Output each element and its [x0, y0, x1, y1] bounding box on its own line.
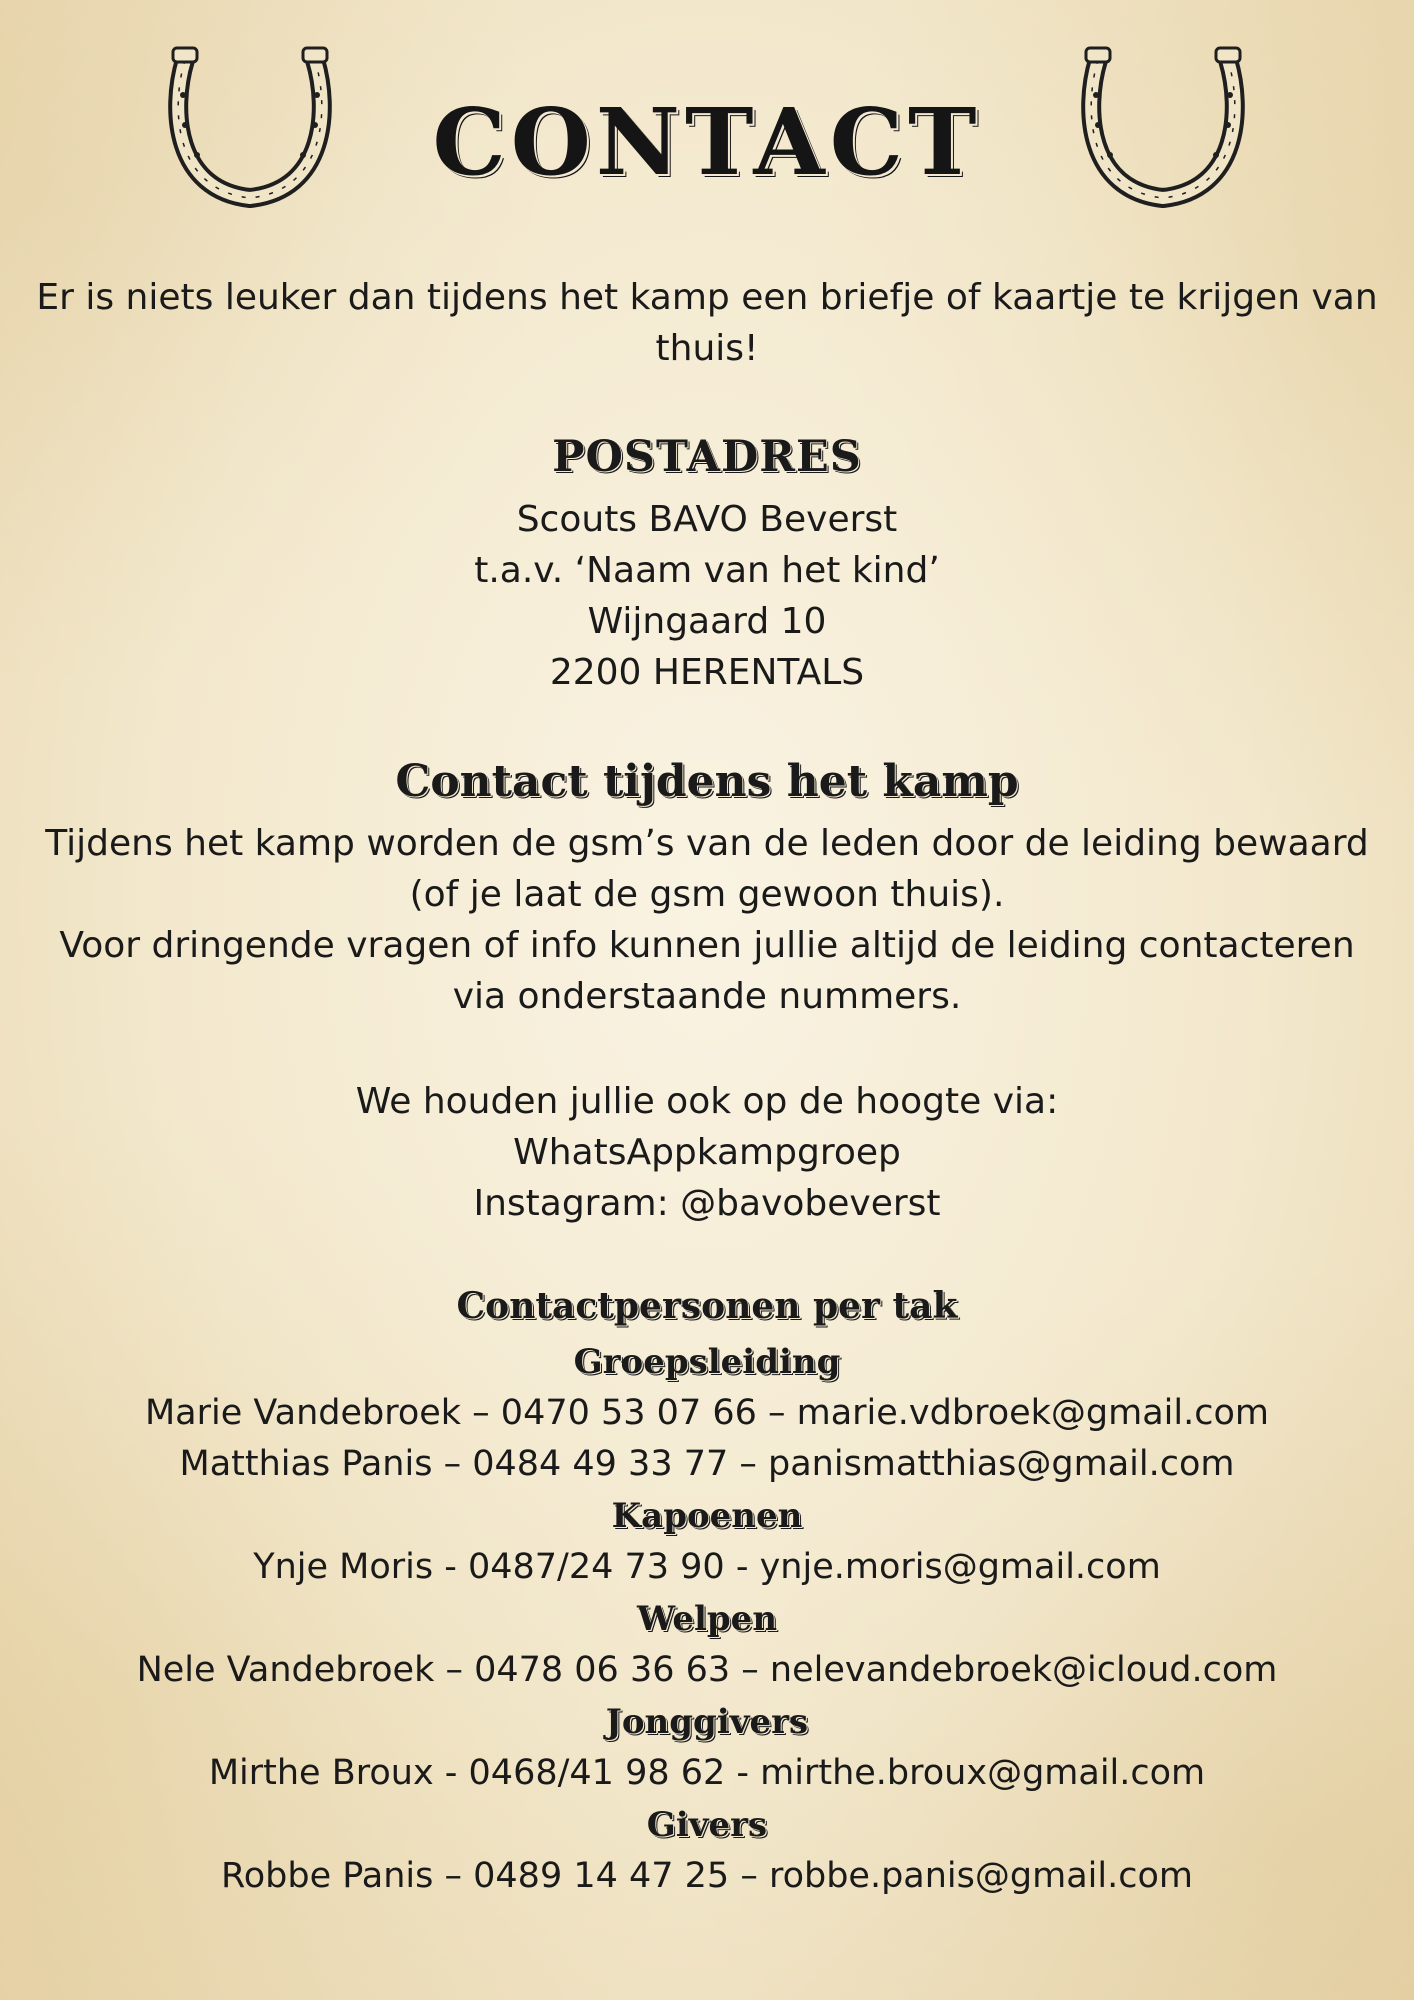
follow-info	[0, 1076, 1414, 1229]
address-line: Scouts BAVO Beverst	[516, 499, 898, 540]
group-name-givers: Givers	[646, 1805, 768, 1845]
whatsapp-group: WhatsAppkampgroep	[513, 1132, 901, 1173]
follow-line: We houden jullie ook op de hoogte via:	[355, 1081, 1059, 1122]
address-line: Wijngaard 10	[587, 601, 827, 642]
postadres-heading: POSTADRES	[552, 432, 862, 482]
group-name-jonggivers: Jonggivers	[605, 1702, 809, 1742]
group-name-welpen: Welpen	[636, 1599, 778, 1639]
camp-contact-line: Voor dringende vragen of info kunnen jullie altijd de leiding contacteren	[59, 925, 1355, 966]
contact-row: Matthias Panis – 0484 49 33 77 – panismatthias@gmail.com	[179, 1444, 1235, 1484]
contacts-list	[0, 1336, 1414, 1902]
intro-text	[0, 272, 1414, 374]
contact-row: Nele Vandebroek – 0478 06 36 63 – nelevandebroek@icloud.com	[136, 1650, 1278, 1690]
intro-line: thuis!	[655, 328, 759, 369]
intro-line: Er is niets leuker dan tijdens het kamp een briefje of kaartje te krijgen van	[36, 277, 1378, 318]
camp-contact-line: Tijdens het kamp worden de gsm’s van de leden door de leiding bewaard	[45, 823, 1369, 864]
group-name-groepsleiding: Groepsleiding	[573, 1342, 841, 1382]
camp-contact-heading: Contact tijdens het kamp	[395, 756, 1019, 807]
page-title: CONTACT	[432, 88, 982, 196]
group-name-kapoenen: Kapoenen	[611, 1496, 803, 1536]
address-line: t.a.v. ‘Naam van het kind’	[474, 550, 940, 591]
address-line: 2200 HERENTALS	[549, 652, 865, 693]
contact-row: Ynje Moris - 0487/24 73 90 - ynje.moris@gmail.com	[253, 1547, 1161, 1587]
camp-contact-line: via onderstaande nummers.	[452, 976, 962, 1017]
contact-row: Mirthe Broux - 0468/41 98 62 - mirthe.broux@gmail.com	[208, 1753, 1206, 1793]
camp-contact-text	[0, 818, 1414, 1022]
instagram-handle: Instagram: @bavobeverst	[473, 1183, 941, 1224]
camp-contact-line: (of je laat de gsm gewoon thuis).	[409, 874, 1005, 915]
contact-row: Robbe Panis – 0489 14 47 25 – robbe.panis@gmail.com	[221, 1856, 1193, 1896]
contact-row: Marie Vandebroek – 0470 53 07 66 – marie.vdbroek@gmail.com	[144, 1393, 1270, 1433]
postal-address	[0, 494, 1414, 698]
contacts-heading: Contactpersonen per tak	[456, 1285, 958, 1327]
